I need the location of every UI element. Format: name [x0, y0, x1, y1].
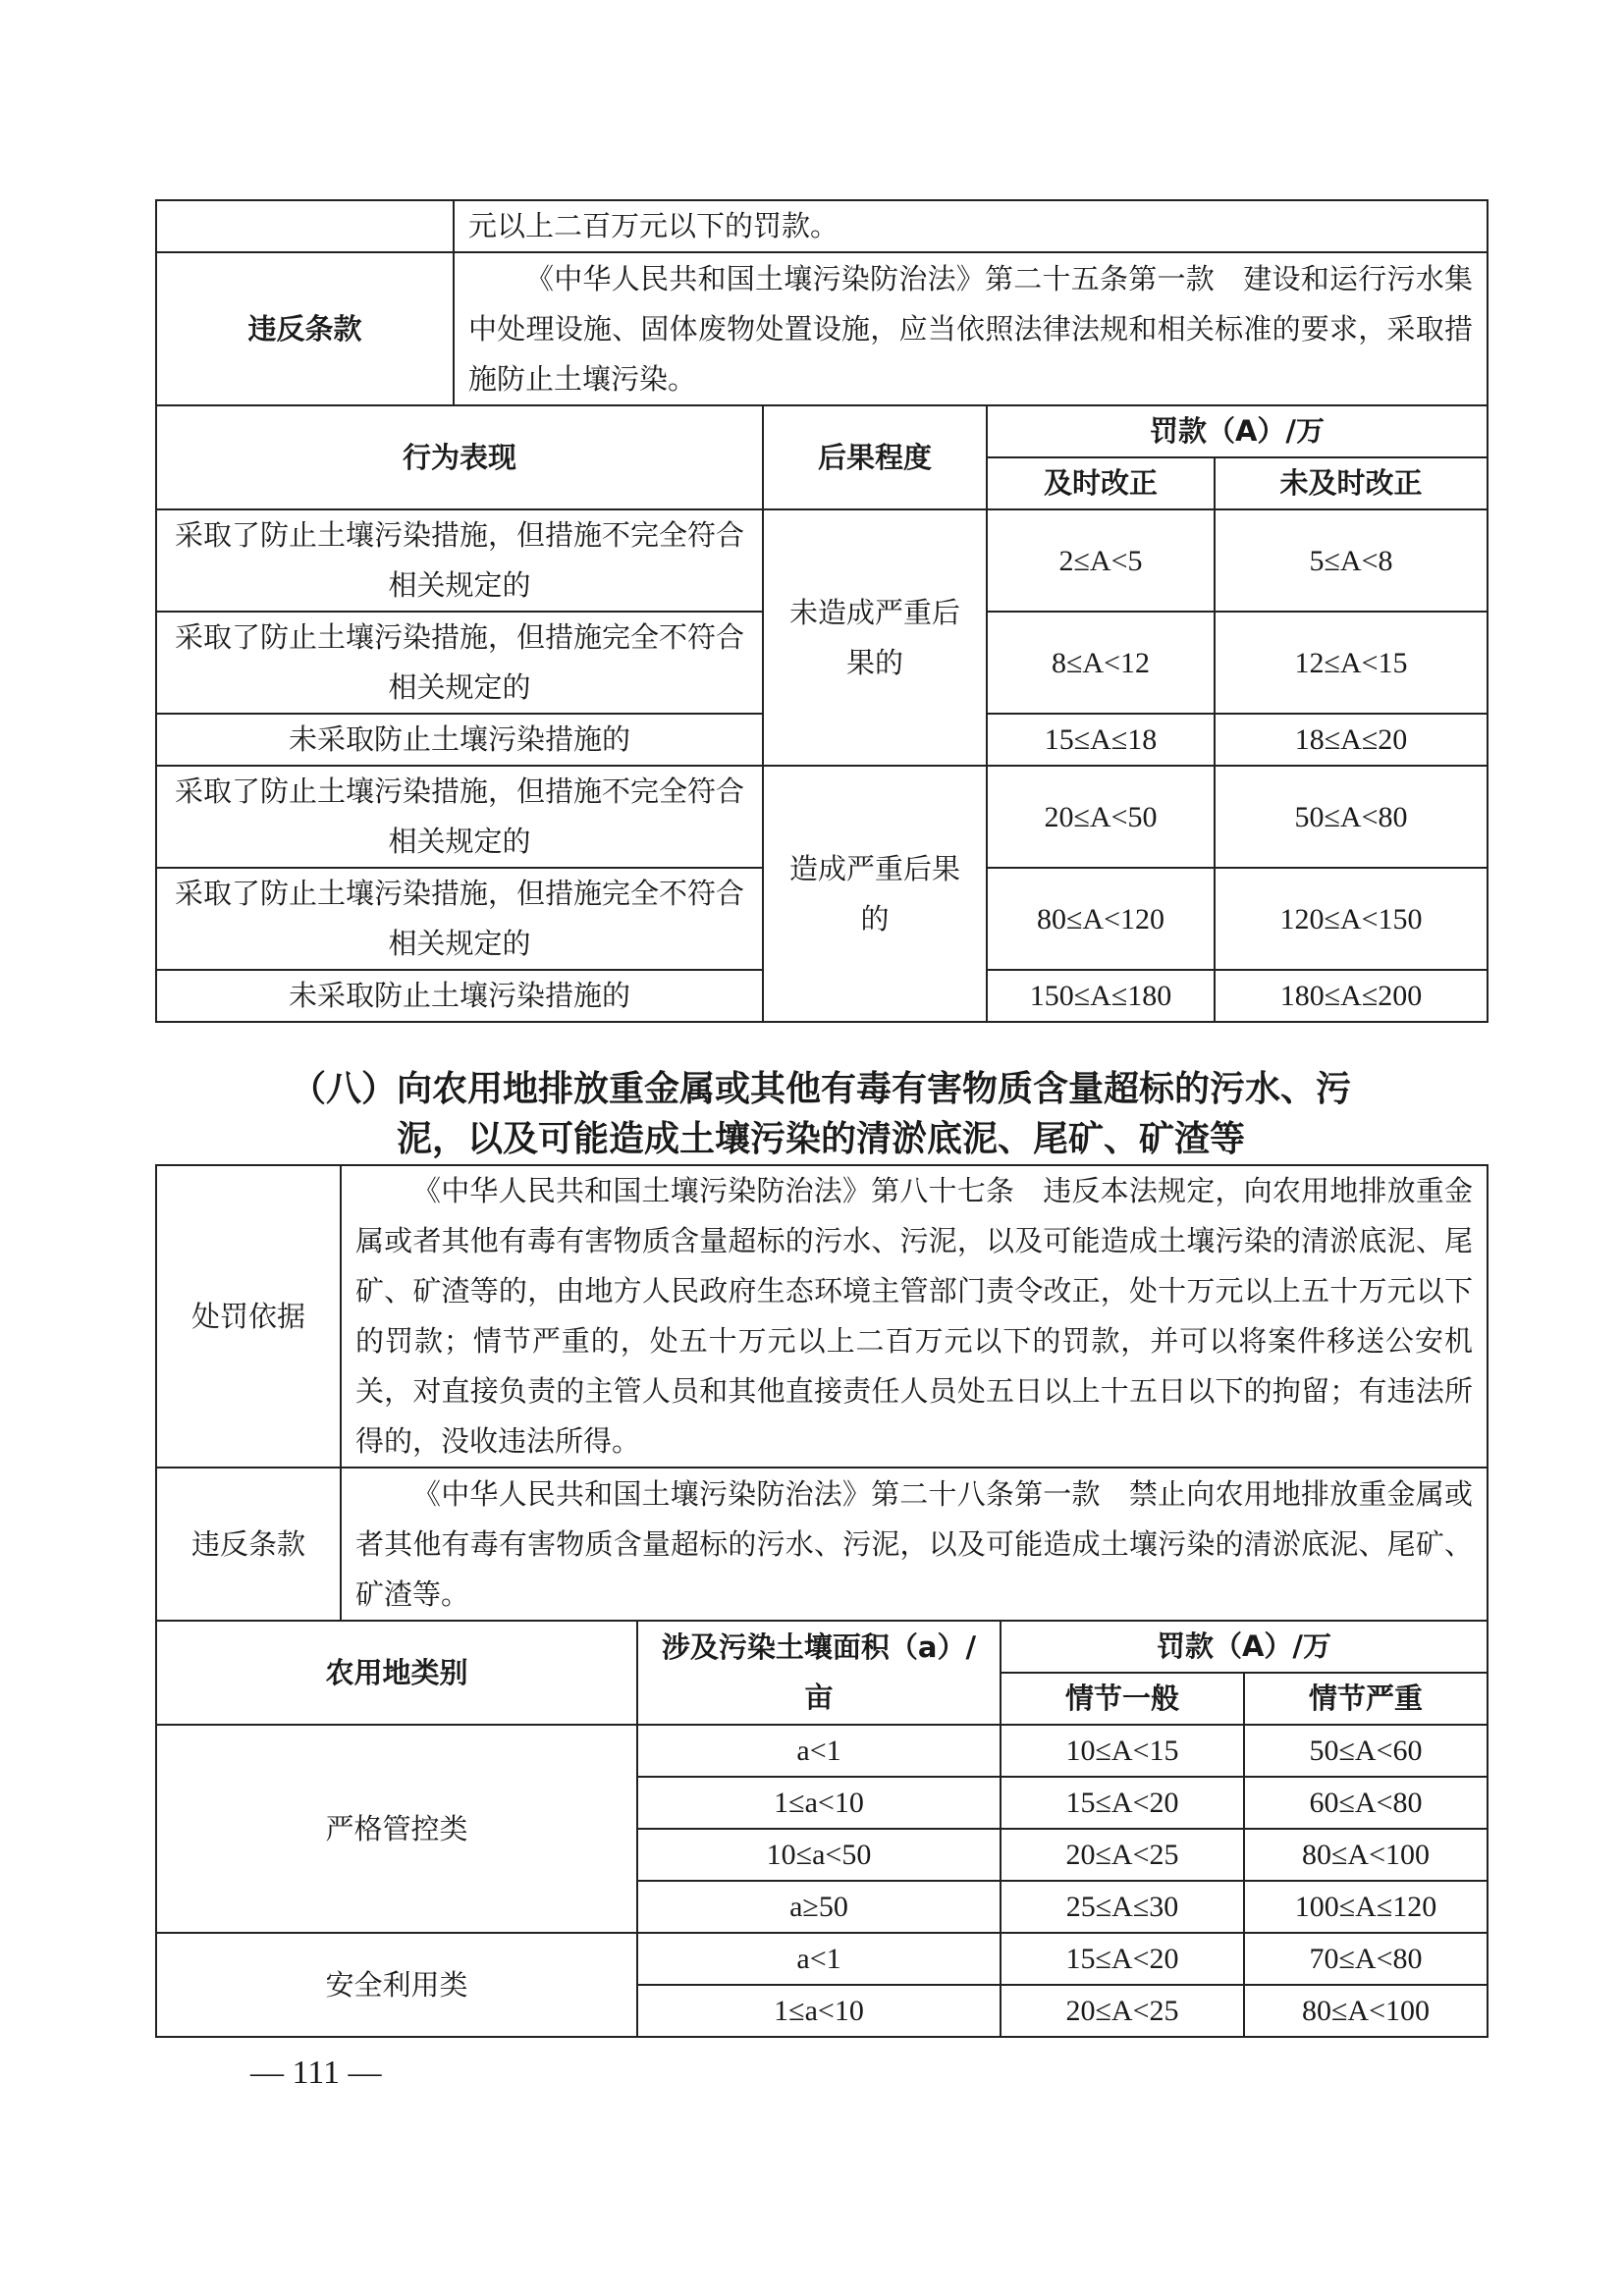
section-heading-line: （八）向农用地排放重金属或其他有毒有害物质含量超标的污水、污: [290, 1069, 1351, 1109]
header-area: 涉及污染土壤面积（a）/亩: [637, 1621, 1001, 1725]
table-row: [156, 766, 1488, 868]
fine-timely: 20≤A<50: [987, 766, 1215, 868]
fine-not-timely: 18≤A≤20: [1215, 714, 1488, 766]
table-row: [156, 200, 1488, 252]
fine-general: 10≤A<15: [1001, 1725, 1244, 1777]
table-header-row: [156, 405, 1488, 457]
header-behavior: 行为表现: [156, 405, 763, 509]
fine-not-timely: 120≤A<150: [1215, 868, 1488, 970]
behavior-cell: 未采取防止土壤污染措施的: [156, 970, 763, 1022]
fine-not-timely: 12≤A<15: [1215, 612, 1488, 714]
page-number: — 111 —: [250, 2055, 382, 2091]
header-not-timely: 未及时改正: [1215, 457, 1488, 509]
header-serious: 情节严重: [1244, 1673, 1488, 1725]
behavior-cell: 采取了防止土壤污染措施，但措施不完全符合相关规定的: [156, 766, 763, 868]
consequence-cell: 造成严重后果的: [763, 766, 987, 1022]
fine-serious: 80≤A<100: [1244, 1829, 1488, 1881]
fine-serious: 80≤A<100: [1244, 1985, 1488, 2037]
header-fine: 罚款（A）/万: [1001, 1621, 1488, 1673]
table-row: [156, 1468, 1488, 1621]
header-land-type: 农用地类别: [156, 1621, 637, 1725]
consequence-cell: 未造成严重后果的: [763, 509, 987, 766]
section-heading: [155, 1064, 1487, 1164]
header-fine: 罚款（A）/万: [987, 405, 1488, 457]
fine-general: 15≤A<20: [1001, 1777, 1244, 1829]
table-header-row: [156, 1621, 1488, 1673]
table-row: [156, 252, 1488, 405]
behavior-cell: 采取了防止土壤污染措施，但措施不完全符合相关规定的: [156, 509, 763, 612]
violation-text: 《中华人民共和国土壤污染防治法》第二十八条第一款 禁止向农用地排放重金属或者其他有毒有害物质含量超标的污水、污泥，以及可能造成土壤污染的清淤底泥、尾矿、矿渣等。: [341, 1468, 1488, 1621]
area-cell: 1≤a<10: [637, 1985, 1001, 2037]
fine-timely: 2≤A<5: [987, 509, 1215, 612]
table-row: [156, 1725, 1488, 1777]
fine-not-timely: 5≤A<8: [1215, 509, 1488, 612]
area-cell: a<1: [637, 1933, 1001, 1985]
header-consequence: 后果程度: [763, 405, 987, 509]
land-type-cell: 安全利用类: [156, 1933, 637, 2037]
behavior-cell: 未采取防止土壤污染措施的: [156, 714, 763, 766]
fine-general: 20≤A<25: [1001, 1985, 1244, 2037]
behavior-cell: 采取了防止土壤污染措施，但措施完全不符合相关规定的: [156, 868, 763, 970]
header-general: 情节一般: [1001, 1673, 1244, 1725]
fine-general: 20≤A<25: [1001, 1829, 1244, 1881]
fine-timely: 150≤A≤180: [987, 970, 1215, 1022]
behavior-cell: 采取了防止土壤污染措施，但措施完全不符合相关规定的: [156, 612, 763, 714]
fine-serious: 60≤A<80: [1244, 1777, 1488, 1829]
fine-timely: 15≤A≤18: [987, 714, 1215, 766]
fine-serious: 100≤A≤120: [1244, 1881, 1488, 1933]
area-cell: 1≤a<10: [637, 1777, 1001, 1829]
fine-not-timely: 180≤A≤200: [1215, 970, 1488, 1022]
area-cell: 10≤a<50: [637, 1829, 1001, 1881]
basis-text: 《中华人民共和国土壤污染防治法》第八十七条 违反本法规定，向农用地排放重金属或者其他有毒有害物质含量超标的污水、污泥，以及可能造成土壤污染的清淤底泥、尾矿、矿渣等的，由地方人民政府生态环境主管部门责令改正，处十万元以上五十万元以下的罚款；情节严重的，处五十万元以上二百万元以下的罚款，并可以将案件移送公安机关，对直接负责的主管人员和其他直接责任人员处五日以上十五日以下的拘留；有违法所得的，没收违法所得。: [341, 1165, 1488, 1468]
header-timely: 及时改正: [987, 457, 1215, 509]
continued-text: 元以上二百万元以下的罚款。: [454, 200, 1488, 252]
fine-not-timely: 50≤A<80: [1215, 766, 1488, 868]
area-cell: a<1: [637, 1725, 1001, 1777]
table-row: [156, 1933, 1488, 1985]
violation-label: 违反条款: [156, 1468, 341, 1621]
table-row: [156, 1165, 1488, 1468]
section-heading-line: 泥，以及可能造成土壤污染的清淤底泥、尾矿、矿渣等: [396, 1119, 1245, 1159]
penalty-table-lower: [155, 1164, 1489, 2038]
fine-timely: 80≤A<120: [987, 868, 1215, 970]
fine-general: 15≤A<20: [1001, 1933, 1244, 1985]
basis-label: 处罚依据: [156, 1165, 341, 1468]
fine-general: 25≤A≤30: [1001, 1881, 1244, 1933]
violation-text: 《中华人民共和国土壤污染防治法》第二十五条第一款 建设和运行污水集中处理设施、固体废物处置设施，应当依照法律法规和相关标准的要求，采取措施防止土壤污染。: [454, 252, 1488, 405]
fine-timely: 8≤A<12: [987, 612, 1215, 714]
fine-serious: 50≤A<60: [1244, 1725, 1488, 1777]
violation-label: 违反条款: [156, 252, 454, 405]
fine-serious: 70≤A<80: [1244, 1933, 1488, 1985]
land-type-cell: 严格管控类: [156, 1725, 637, 1933]
area-cell: a≥50: [637, 1881, 1001, 1933]
table-row: [156, 509, 1488, 612]
penalty-table-upper: [155, 199, 1489, 1023]
